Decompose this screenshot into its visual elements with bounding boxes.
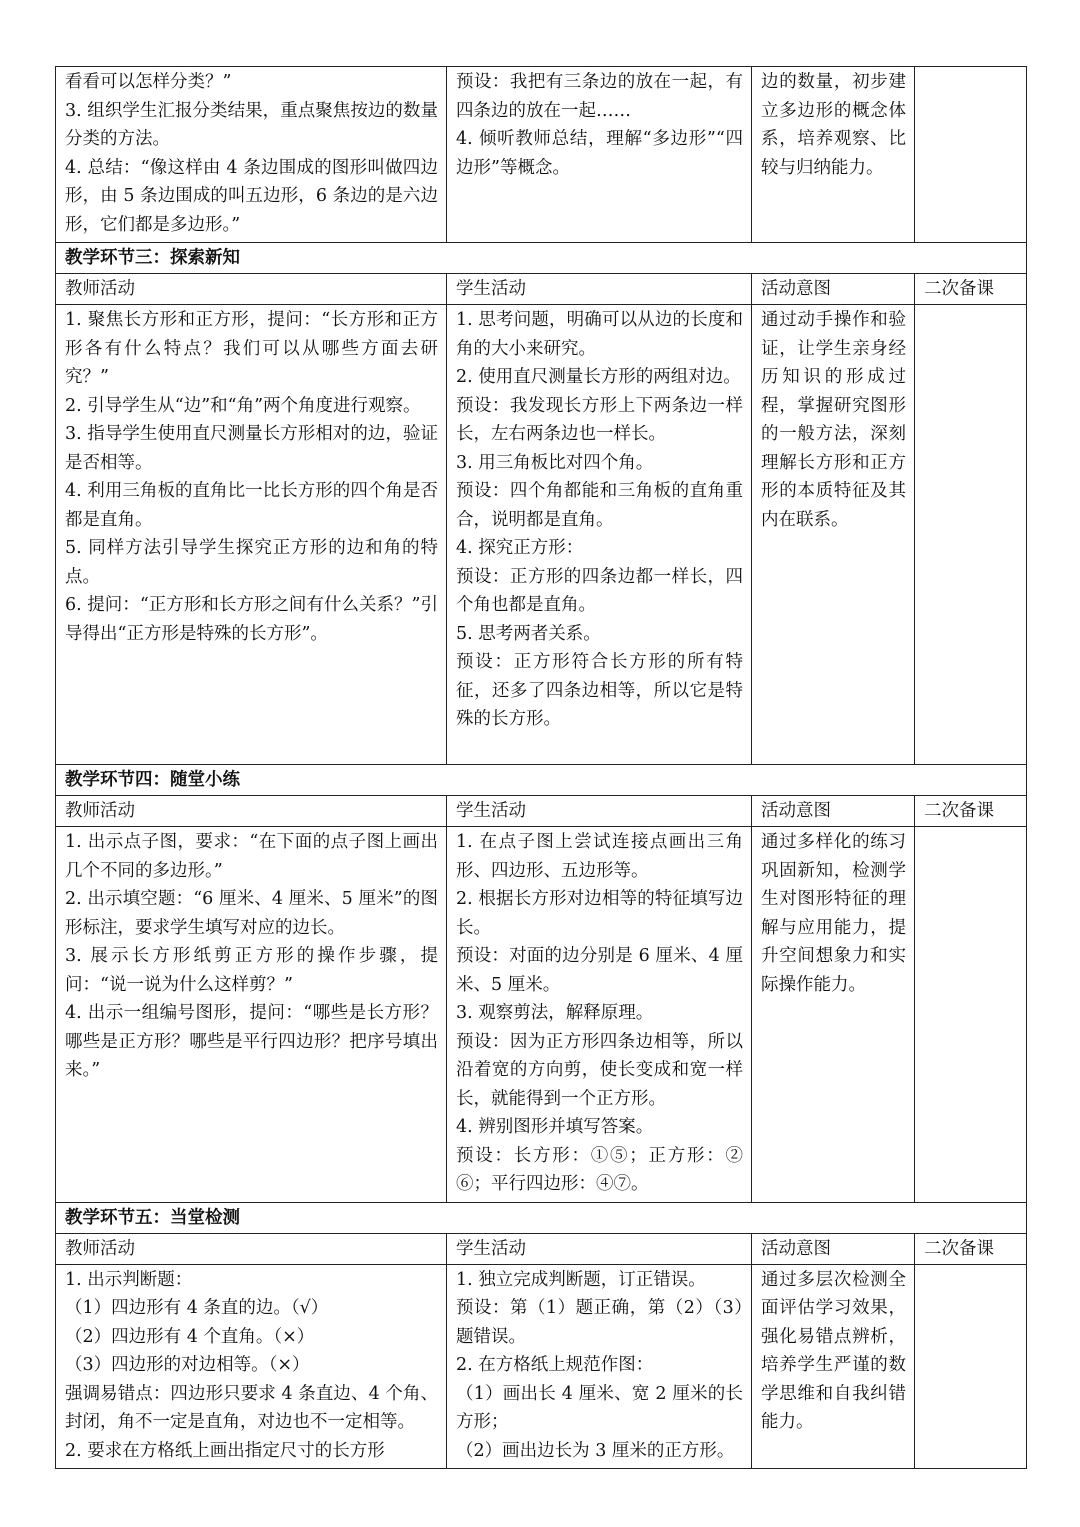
text-line: 2. 使用直尺测量长方形的两组对边。	[456, 367, 741, 387]
column-header-student: 学生活动	[447, 1233, 752, 1264]
text-line: 4. 利用三角板的直角比一比长方形的四个角是否都是直角。	[65, 481, 438, 530]
column-header-student: 学生活动	[447, 796, 752, 827]
intent-text: 通过动手操作和验证，让学生亲身经历知识的形成过程，掌握研究图形的一般方法，深刻理解长方形和正方形的本质特征及其内在联系。	[761, 310, 906, 530]
column-header-teacher: 教师活动	[56, 796, 447, 827]
text-line: 3. 观察剪法，解释原理。	[456, 1003, 654, 1023]
section-title-row	[56, 765, 1027, 796]
text-line: 5. 思考两者关系。	[456, 623, 601, 644]
text-line: 预设：对面的边分别是 6 厘米、4 厘米、5 厘米。	[456, 946, 743, 995]
student-activity-cell	[447, 1264, 752, 1469]
text-line: 2. 在方格纸上规范作图：	[456, 1355, 654, 1375]
teacher-activity-cell	[56, 305, 447, 765]
column-header-row	[56, 1233, 1027, 1264]
text-line: （3）四边形的对边相等。（×）	[65, 1355, 310, 1375]
column-header-second-prep: 二次备课	[915, 796, 1027, 827]
text-line: （2）四边形有 4 个直角。（×）	[65, 1326, 315, 1347]
student-activity-cell	[447, 305, 752, 765]
section-title: 教学环节五：当堂检测	[56, 1202, 1027, 1233]
text-line: 1. 出示点子图，要求：“在下面的点子图上画出几个不同的多边形。”	[65, 832, 438, 881]
text-line: 预设：正方形的四条边都一样长，四个角也都是直角。	[456, 566, 743, 615]
second-prep-cell	[915, 1264, 1027, 1469]
intent-text: 边的数量，初步建立多边形的概念体系，培养观察、比较与归纳能力。	[761, 72, 906, 178]
column-header-intent: 活动意图	[752, 796, 915, 827]
text-line: 1. 独立完成判断题，订正错误。	[456, 1269, 706, 1290]
text-line: 5. 同样方法引导学生探究正方形的边和角的特点。	[65, 538, 438, 587]
text-line: 预设：长方形：①⑤；正方形：②⑥；平行四边形：④⑦。	[456, 1145, 743, 1194]
second-prep-cell	[915, 67, 1027, 243]
text-line: 3. 组织学生汇报分类结果，重点聚焦按边的数量分类的方法。	[65, 100, 438, 149]
text-line: 4. 出示一组编号图形，提问：“哪些是长方形？哪些是正方形？哪些是平行四边形？把序号填出来。”	[65, 1003, 438, 1080]
second-prep-cell	[915, 305, 1027, 765]
section-title: 教学环节四：随堂小练	[56, 765, 1027, 796]
content-row	[56, 1264, 1027, 1469]
text-line: 预设：正方形符合长方形的所有特征，还多了四条边相等，所以它是特殊的长方形。	[456, 652, 743, 729]
text-line: （1）画出长 4 厘米、宽 2 厘米的长方形；	[456, 1383, 743, 1432]
section-title: 教学环节三：探索新知	[56, 243, 1027, 274]
text-line: 2. 出示填空题：“6 厘米、4 厘米、5 厘米”的图形标注，要求学生填写对应的边长。	[65, 889, 438, 938]
text-line: 4. 辨别图形并填写答案。	[456, 1117, 654, 1137]
second-prep-cell	[915, 827, 1027, 1203]
column-header-row	[56, 796, 1027, 827]
text-line: 预设：我发现长方形上下两条边一样长，左右两条边也一样长。	[456, 395, 743, 444]
text-line: 看看可以怎样分类？”	[65, 72, 232, 92]
text-line: 预设：因为正方形四条边相等，所以沿着宽的方向剪，使长变成和宽一样长，就能得到一个正方形。	[456, 1031, 743, 1109]
lesson-plan-table	[55, 66, 1027, 1469]
column-header-teacher: 教师活动	[56, 274, 447, 305]
intent-text: 通过多样化的练习巩固新知，检测学生对图形特征的理解与应用能力，提升空间想象力和实际操作能力。	[761, 832, 906, 995]
student-activity-cell	[447, 827, 752, 1203]
text-line: 4. 总结：“像这样由 4 条边围成的图形叫做四边形，由 5 条边围成的叫五边形，6 条边的是六边形，它们都是多边形。”	[65, 157, 438, 235]
column-header-teacher: 教师活动	[56, 1233, 447, 1264]
text-line: 4. 倾听教师总结，理解“多边形”“四边形”等概念。	[456, 129, 743, 178]
intent-cell	[752, 67, 915, 243]
column-header-intent: 活动意图	[752, 1233, 915, 1264]
teacher-activity-cell	[56, 827, 447, 1203]
text-line: 3. 展示长方形纸剪正方形的操作步骤，提问：“说一说为什么这样剪？”	[65, 946, 438, 995]
text-line: 3. 指导学生使用直尺测量长方形相对的边，验证是否相等。	[65, 424, 438, 473]
content-row	[56, 305, 1027, 765]
text-line: 1. 聚焦长方形和正方形，提问：“长方形和正方形各有什么特点？我们可以从哪些方面去研究？”	[65, 310, 438, 387]
text-line: 预设：我把有三条边的放在一起，有四条边的放在一起……	[456, 72, 743, 121]
text-line: 预设：第（1）题正确，第（2）（3）题错误。	[456, 1298, 743, 1347]
intent-text: 通过多层次检测全面评估学习效果，强化易错点辨析，培养学生严谨的数学思维和自我纠错能力。	[761, 1269, 906, 1432]
text-line: 1. 在点子图上尝试连接点画出三角形、四边形、五边形等。	[456, 832, 743, 881]
section-title-row	[56, 1202, 1027, 1233]
text-line: 1. 出示判断题：	[65, 1269, 193, 1290]
section-title-row	[56, 243, 1027, 274]
text-line: 6. 提问：“正方形和长方形之间有什么关系？”引导得出“正方形是特殊的长方形”。	[65, 595, 438, 644]
student-activity-cell	[447, 67, 752, 243]
column-header-second-prep: 二次备课	[915, 274, 1027, 305]
text-line: 2. 要求在方格纸上画出指定尺寸的长方形	[65, 1440, 385, 1461]
text-line: （2）画出边长为 3 厘米的正方形。	[456, 1440, 735, 1461]
text-line: 2. 引导学生从“边”和“角”两个角度进行观察。	[65, 395, 421, 416]
column-header-student: 学生活动	[447, 274, 752, 305]
teacher-activity-cell	[56, 1264, 447, 1469]
content-row	[56, 827, 1027, 1203]
text-line: 3. 用三角板比对四个角。	[456, 452, 654, 473]
intent-cell	[752, 1264, 915, 1469]
intent-cell	[752, 827, 915, 1203]
continuation-row	[56, 67, 1027, 243]
text-line: 1. 思考问题，明确可以从边的长度和角的大小来研究。	[456, 310, 743, 359]
text-line: （1）四边形有 4 条直的边。（√）	[65, 1298, 329, 1318]
column-header-row	[56, 274, 1027, 305]
column-header-second-prep: 二次备课	[915, 1233, 1027, 1264]
intent-cell	[752, 305, 915, 765]
text-line: 强调易错点：四边形只要求 4 条直边、4 个角、封闭，角不一定是直角，对边也不一定相等。	[65, 1383, 438, 1432]
text-line: 4. 探究正方形：	[456, 538, 584, 558]
text-line: 预设：四个角都能和三角板的直角重合，说明都是直角。	[456, 481, 743, 530]
text-line: 2. 根据长方形对边相等的特征填写边长。	[456, 889, 743, 938]
column-header-intent: 活动意图	[752, 274, 915, 305]
teacher-activity-cell	[56, 67, 447, 243]
